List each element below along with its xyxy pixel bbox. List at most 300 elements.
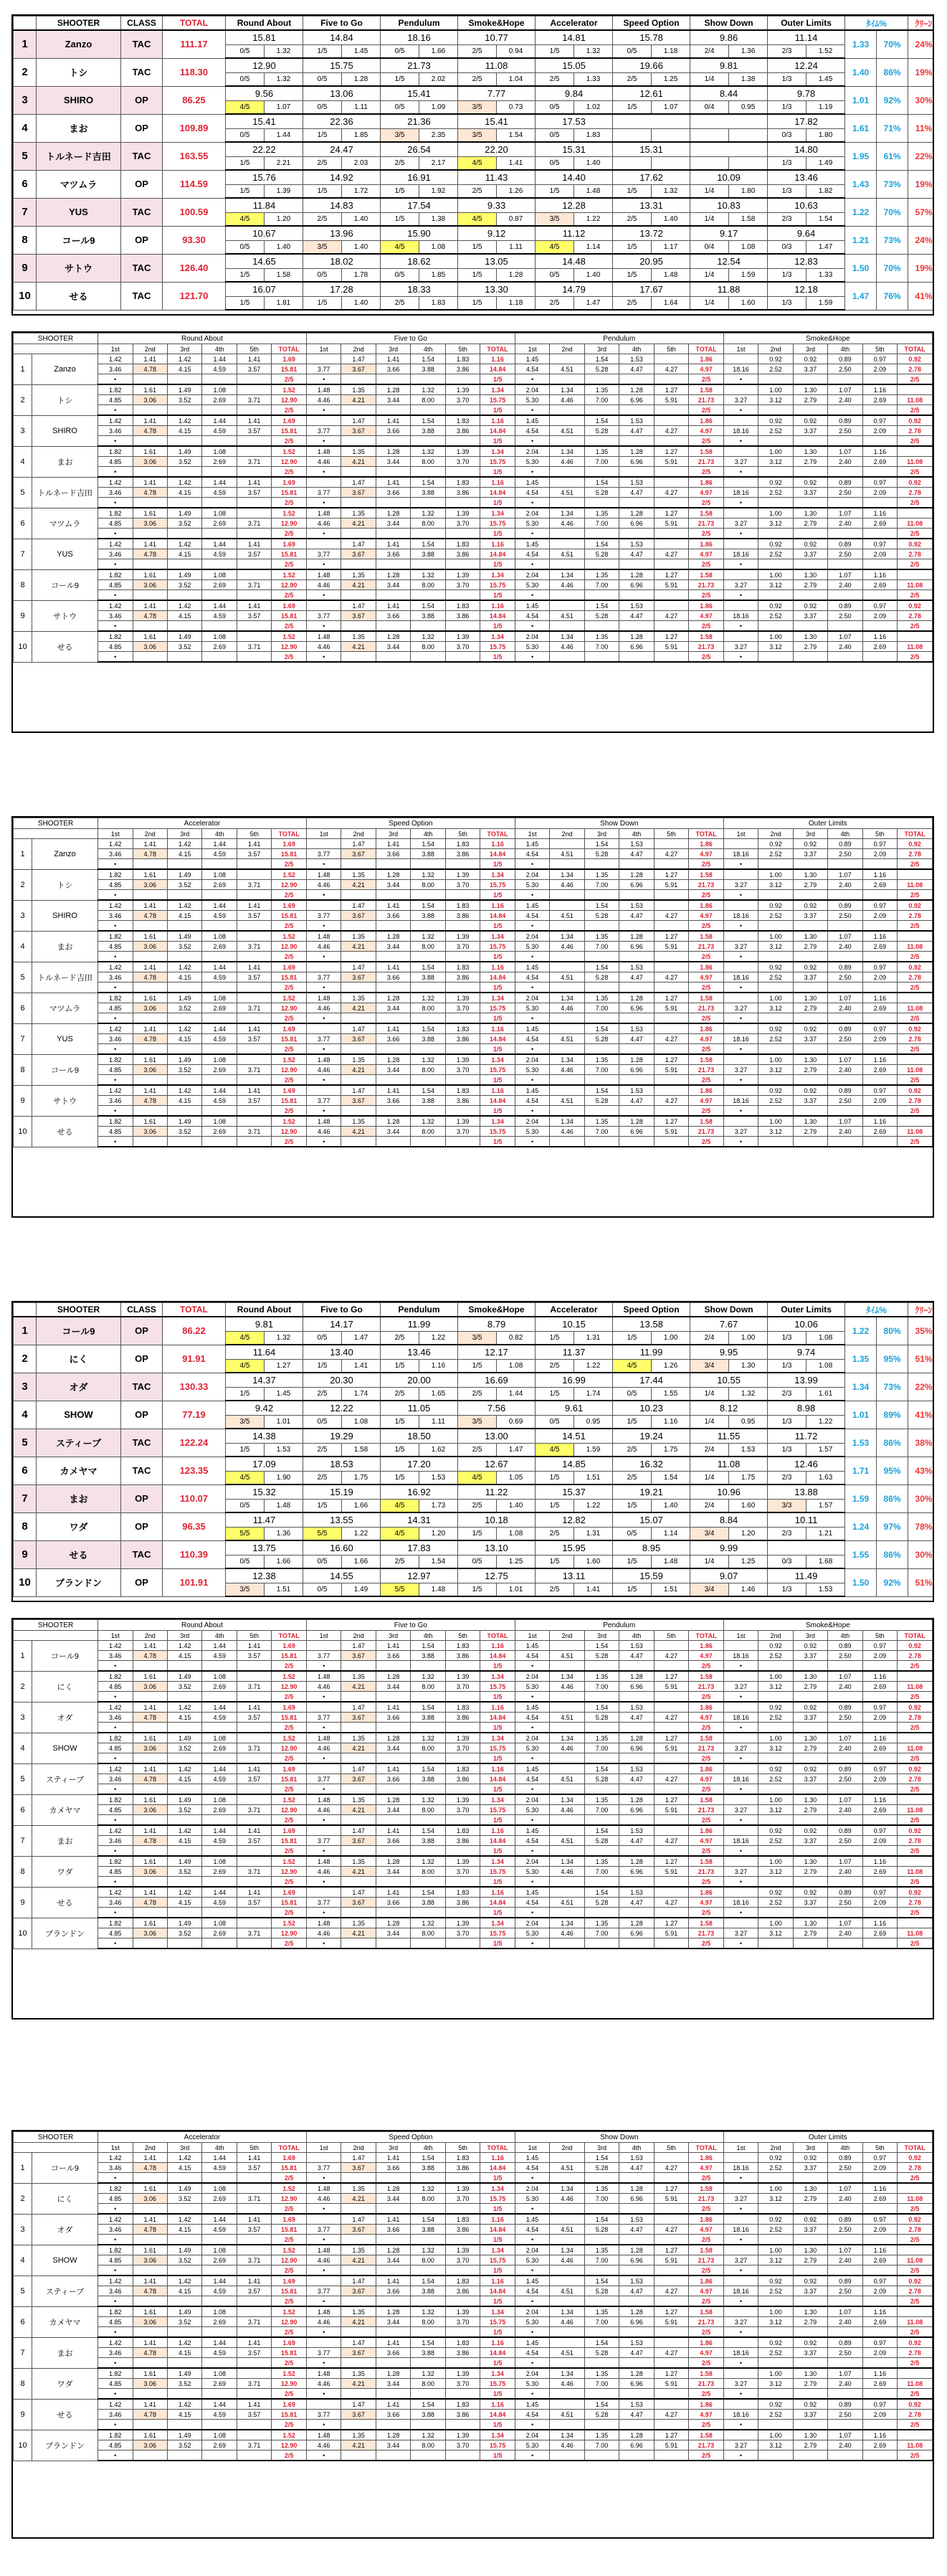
bonus-mark bbox=[862, 2296, 897, 2307]
string-time bbox=[237, 1856, 271, 1867]
bonus-mark bbox=[133, 2173, 167, 2184]
string-time: 0.97 bbox=[862, 1763, 897, 1774]
stage-time: 9.42 bbox=[226, 1401, 303, 1416]
bonus-mark bbox=[862, 652, 897, 663]
bonus-mark bbox=[654, 890, 688, 901]
hit-ratio-cell: 1.54 bbox=[806, 213, 845, 227]
string-time: 0.92 bbox=[898, 2399, 933, 2410]
hit-ratio-cell: 2/4 bbox=[690, 45, 729, 59]
bonus-mark bbox=[411, 1661, 445, 1672]
string-time: 1.45 bbox=[515, 2337, 549, 2348]
string-time bbox=[898, 2368, 933, 2379]
string-time: 3.88 bbox=[411, 611, 445, 621]
bonus-mark bbox=[445, 1815, 480, 1826]
string-time: 1.16 bbox=[480, 1763, 515, 1774]
stage-hit-ratio: 2/5 bbox=[898, 952, 933, 962]
string-time: 11.08 bbox=[898, 642, 933, 652]
bonus-mark bbox=[445, 1846, 480, 1857]
string-time: 1.52 bbox=[272, 1794, 306, 1805]
string-time: 1.82 bbox=[98, 1116, 133, 1127]
bonus-mark: • bbox=[98, 952, 133, 962]
bonus-mark bbox=[133, 1137, 167, 1147]
string-time bbox=[306, 539, 341, 549]
string-time: 3.71 bbox=[237, 1928, 271, 1938]
string-time: 4.78 bbox=[133, 1774, 167, 1784]
bonus-mark bbox=[758, 2327, 793, 2338]
detail-row bbox=[14, 549, 933, 559]
string-time: 1.41 bbox=[133, 1702, 167, 1713]
bonus-mark: • bbox=[306, 405, 341, 416]
shooter-name: コール9 bbox=[32, 569, 98, 600]
string-time: 3.06 bbox=[133, 1065, 167, 1075]
string-time: 3.27 bbox=[723, 942, 758, 952]
string-time: 1.08 bbox=[202, 1794, 237, 1805]
bonus-mark bbox=[828, 621, 862, 632]
string-time: 1.35 bbox=[341, 931, 376, 942]
string-time: 0.92 bbox=[898, 1887, 933, 1898]
bonus-mark bbox=[550, 1815, 584, 1826]
stage-hit-ratio: 1/5 bbox=[480, 1106, 515, 1117]
bonus-mark bbox=[619, 1784, 654, 1795]
bonus-mark bbox=[619, 1938, 654, 1949]
stage-hit-ratio: 1/5 bbox=[480, 2389, 515, 2400]
string-time: 5.30 bbox=[515, 1127, 549, 1137]
shooter-name: オダ bbox=[37, 1373, 121, 1401]
stage-hit-ratio: 2/5 bbox=[689, 2235, 723, 2245]
string-time: 2.04 bbox=[515, 1116, 549, 1127]
rank-cell: 7 bbox=[14, 2337, 32, 2368]
time-factor: 1.50 bbox=[845, 1568, 877, 1596]
hit-ratio-cell: 1/5 bbox=[613, 1500, 652, 1513]
string-time: 1.82 bbox=[98, 2245, 133, 2255]
string-time: 0.92 bbox=[758, 962, 793, 972]
string-time: 3.27 bbox=[723, 1743, 758, 1753]
string-time: 1.34 bbox=[480, 631, 515, 642]
stage-hit-ratio: 2/5 bbox=[689, 1815, 723, 1826]
bonus-mark: • bbox=[98, 890, 133, 901]
string-time: 1.08 bbox=[202, 1856, 237, 1867]
stage-time: 16.91 bbox=[381, 170, 458, 185]
string-time: 1.42 bbox=[98, 1023, 133, 1034]
string-time: 5.28 bbox=[584, 2286, 619, 2296]
string-time: 1.54 bbox=[584, 2276, 619, 2286]
string-time: 2.79 bbox=[793, 1867, 827, 1877]
string-time: 3.77 bbox=[306, 849, 341, 859]
string-time: 1.58 bbox=[689, 2306, 723, 2317]
string-time: 4.51 bbox=[550, 2163, 584, 2173]
hit-ratio-cell: 0/5 bbox=[613, 1528, 652, 1541]
string-time: 1.61 bbox=[133, 993, 167, 1003]
stage-time: 24.47 bbox=[303, 142, 381, 157]
string-time: 1.42 bbox=[98, 1763, 133, 1774]
string-time: 1.30 bbox=[793, 1116, 827, 1127]
string-time: 2.50 bbox=[828, 611, 862, 621]
summary-row bbox=[14, 30, 935, 45]
bonus-mark bbox=[619, 1044, 654, 1055]
string-time: 1.54 bbox=[411, 415, 445, 426]
bonus-mark bbox=[828, 1075, 862, 1086]
stage-time: 16.32 bbox=[613, 1457, 690, 1472]
hit-ratio-cell: 1.26 bbox=[652, 1360, 690, 1373]
string-time: 2.78 bbox=[898, 426, 933, 436]
blank-header bbox=[14, 1631, 98, 1641]
bonus-mark bbox=[619, 1815, 654, 1826]
hit-ratio-cell: 1.49 bbox=[806, 157, 845, 171]
bonus-mark bbox=[654, 590, 688, 601]
bonus-mark bbox=[376, 529, 410, 539]
string-time: 1.34 bbox=[550, 508, 584, 518]
bonus-mark bbox=[862, 559, 897, 570]
string-time: 1.42 bbox=[167, 1702, 201, 1713]
string-time: 1.34 bbox=[480, 1733, 515, 1743]
string-time: 3.67 bbox=[341, 1651, 376, 1661]
detail-row bbox=[14, 1938, 933, 1949]
bonus-mark bbox=[167, 1692, 201, 1703]
string-time: 5.28 bbox=[584, 1096, 619, 1106]
bonus-mark bbox=[619, 1908, 654, 1918]
bonus-mark bbox=[237, 590, 271, 601]
string-header: 2nd bbox=[133, 829, 167, 839]
string-time: 4.54 bbox=[515, 2225, 549, 2235]
bonus-mark bbox=[619, 590, 654, 601]
bonus-mark bbox=[619, 559, 654, 570]
bonus-mark bbox=[584, 621, 619, 632]
bonus-mark bbox=[584, 498, 619, 508]
stage-hit-ratio: 2/5 bbox=[272, 2450, 306, 2461]
string-time: 2.50 bbox=[828, 2410, 862, 2420]
string-time: 5.91 bbox=[654, 942, 688, 952]
string-time: 1.45 bbox=[515, 1085, 549, 1096]
string-time: 18.16 bbox=[723, 2286, 758, 2296]
stage-hit-ratio: 1/5 bbox=[480, 1877, 515, 1888]
string-time bbox=[723, 1763, 758, 1774]
string-time: 8.00 bbox=[411, 1928, 445, 1938]
detail-row bbox=[14, 2194, 933, 2204]
string-time bbox=[723, 1641, 758, 1651]
string-time: 4.54 bbox=[515, 1096, 549, 1106]
string-time: 1.83 bbox=[445, 2337, 480, 2348]
string-time: 1.42 bbox=[167, 539, 201, 549]
detail-row bbox=[14, 436, 933, 447]
bonus-mark bbox=[584, 982, 619, 993]
string-time: 0.97 bbox=[862, 2399, 897, 2410]
string-time: 1.07 bbox=[828, 2183, 862, 2194]
string-time bbox=[237, 993, 271, 1003]
string-time bbox=[550, 477, 584, 488]
string-time: 4.51 bbox=[550, 2225, 584, 2235]
stage-hit-ratio: 2/5 bbox=[898, 2327, 933, 2338]
shooter-name: YUS bbox=[37, 198, 121, 226]
string-time: 1.82 bbox=[98, 1054, 133, 1065]
bonus-mark: • bbox=[515, 1846, 549, 1857]
stage-time: 11.12 bbox=[536, 226, 613, 241]
hit-ratio-cell: 2/3 bbox=[768, 1388, 806, 1401]
stage-time: 15.41 bbox=[381, 86, 458, 101]
bonus-mark bbox=[411, 2204, 445, 2215]
string-time: 1.35 bbox=[341, 2306, 376, 2317]
string-time: 2.40 bbox=[828, 395, 862, 405]
string-time: 1.86 bbox=[689, 1641, 723, 1651]
bonus-mark bbox=[411, 952, 445, 962]
stage-time: 15.05 bbox=[536, 58, 613, 73]
bonus-mark bbox=[584, 652, 619, 663]
bonus-mark bbox=[758, 2420, 793, 2430]
bonus-mark bbox=[584, 2420, 619, 2430]
string-time: 3.57 bbox=[237, 2163, 271, 2173]
string-time: 2.04 bbox=[515, 384, 549, 395]
bonus-mark bbox=[758, 1846, 793, 1857]
string-time: 2.69 bbox=[862, 2379, 897, 2389]
string-time: 4.27 bbox=[654, 1096, 688, 1106]
string-time: 3.12 bbox=[758, 880, 793, 890]
string-time: 4.85 bbox=[98, 2194, 133, 2204]
hit-ratio-cell: 2.03 bbox=[342, 157, 381, 171]
hit-ratio-cell: 2/5 bbox=[303, 213, 342, 227]
string-time: 3.12 bbox=[758, 580, 793, 590]
bonus-mark bbox=[584, 467, 619, 478]
detail-row bbox=[14, 1825, 933, 1836]
string-time: 2.09 bbox=[862, 1713, 897, 1723]
string-time: 15.81 bbox=[272, 1034, 306, 1044]
hit-ratio-cell: 0.94 bbox=[497, 45, 536, 59]
shooter-name: SHOW bbox=[32, 1733, 98, 1763]
string-time: 3.12 bbox=[758, 1682, 793, 1692]
rank-cell: 7 bbox=[14, 1484, 37, 1512]
string-time: 1.42 bbox=[98, 1641, 133, 1651]
string-time: 1.34 bbox=[480, 2306, 515, 2317]
bonus-mark: • bbox=[515, 1908, 549, 1918]
string-time: 2.79 bbox=[793, 1682, 827, 1692]
string-time: 4.59 bbox=[202, 1898, 237, 1908]
string-time: 2.79 bbox=[793, 942, 827, 952]
hit-ratio-cell: 1.40 bbox=[265, 241, 303, 255]
stage-hit-ratio: 2/5 bbox=[689, 1075, 723, 1086]
stage-hit-ratio: 1/5 bbox=[480, 652, 515, 663]
string-time: 1.39 bbox=[445, 993, 480, 1003]
string-time: 0.97 bbox=[862, 2214, 897, 2225]
hit-ratio-cell: 1.33 bbox=[806, 269, 845, 283]
string-time: 1.00 bbox=[758, 446, 793, 457]
bonus-mark bbox=[376, 982, 410, 993]
bonus-mark bbox=[341, 590, 376, 601]
bonus-mark bbox=[619, 2265, 654, 2276]
bonus-mark bbox=[862, 1877, 897, 1888]
stage-hit-ratio: 2/5 bbox=[272, 2389, 306, 2400]
rank-cell: 6 bbox=[14, 1457, 37, 1484]
bonus-mark bbox=[167, 2296, 201, 2307]
bonus-mark bbox=[167, 2327, 201, 2338]
string-time: 1.53 bbox=[619, 1763, 654, 1774]
detail-row bbox=[14, 590, 933, 601]
detail-row bbox=[14, 1054, 933, 1065]
stage-time: 15.76 bbox=[226, 170, 303, 185]
string-time: 1.52 bbox=[272, 631, 306, 642]
string-time: 1.35 bbox=[584, 1054, 619, 1065]
bonus-mark: • bbox=[723, 1938, 758, 1949]
stage-hit-ratio: 2/5 bbox=[689, 529, 723, 539]
string-time: 2.79 bbox=[793, 2440, 827, 2450]
string-time: 5.91 bbox=[654, 395, 688, 405]
detail-row bbox=[14, 488, 933, 498]
string-time bbox=[723, 2276, 758, 2286]
hit-ratio-cell: 1.32 bbox=[574, 45, 613, 59]
string-time: 3.88 bbox=[411, 1651, 445, 1661]
string-time: 1.30 bbox=[793, 384, 827, 395]
bonus-mark: • bbox=[515, 1877, 549, 1888]
rank-cell: 4 bbox=[14, 446, 32, 477]
hit-ratio-cell: 0/5 bbox=[381, 45, 419, 59]
string-time: 1.69 bbox=[272, 900, 306, 911]
bonus-mark bbox=[376, 559, 410, 570]
string-time: 4.59 bbox=[202, 1096, 237, 1106]
string-time: 1.41 bbox=[133, 2153, 167, 2163]
string-time: 8.00 bbox=[411, 880, 445, 890]
bonus-mark bbox=[445, 1075, 480, 1086]
string-time: 3.66 bbox=[376, 849, 410, 859]
string-time: 1.28 bbox=[619, 2183, 654, 2194]
string-time: 1.32 bbox=[411, 1794, 445, 1805]
stage-hit-ratio: 2/5 bbox=[898, 559, 933, 570]
stage-header: Speed Option bbox=[306, 818, 515, 829]
string-time bbox=[898, 2245, 933, 2255]
string-time: 2.52 bbox=[758, 1836, 793, 1846]
hit-ratio-cell: 1.36 bbox=[265, 1528, 303, 1541]
detail-row bbox=[14, 1908, 933, 1918]
string-header: 5th bbox=[862, 2143, 897, 2153]
bonus-mark bbox=[133, 921, 167, 932]
string-time: 8.00 bbox=[411, 1805, 445, 1815]
summary-row bbox=[14, 1429, 935, 1444]
string-time: 4.27 bbox=[654, 2225, 688, 2235]
string-time: 1.41 bbox=[376, 2276, 410, 2286]
bonus-mark bbox=[133, 1013, 167, 1024]
bonus-mark bbox=[654, 2204, 688, 2215]
stage-hit-ratio: 1/5 bbox=[480, 1784, 515, 1795]
string-time: 1.00 bbox=[758, 1671, 793, 1682]
bonus-mark bbox=[550, 1661, 584, 1672]
time-pct-header: ﾀｲﾑ% bbox=[845, 16, 908, 31]
string-time: 1.52 bbox=[272, 1116, 306, 1127]
string-time: 2.09 bbox=[862, 2348, 897, 2358]
hit-ratio-cell: 1.22 bbox=[574, 213, 613, 227]
shooter-name: せる bbox=[37, 1540, 121, 1568]
string-time: 2.69 bbox=[862, 457, 897, 467]
stage-hit-ratio: 2/5 bbox=[689, 2327, 723, 2338]
rank-cell: 6 bbox=[14, 170, 37, 198]
string-time: 6.96 bbox=[619, 2379, 654, 2389]
stage-hit-ratio: 2/5 bbox=[898, 621, 933, 632]
string-time: 0.92 bbox=[793, 539, 827, 549]
time-percent: 86% bbox=[877, 58, 908, 86]
string-time: 0.92 bbox=[758, 1887, 793, 1898]
rank-cell: 5 bbox=[14, 962, 32, 993]
string-time: 7.00 bbox=[584, 457, 619, 467]
bonus-mark bbox=[862, 1723, 897, 1733]
bonus-mark bbox=[341, 2327, 376, 2338]
bonus-mark bbox=[445, 529, 480, 539]
string-time: 3.77 bbox=[306, 1651, 341, 1661]
string-time: 3.77 bbox=[306, 1096, 341, 1106]
stage-time: 15.37 bbox=[536, 1484, 613, 1500]
bonus-mark bbox=[237, 1908, 271, 1918]
hit-ratio-cell: 1.20 bbox=[419, 1528, 458, 1541]
bonus-mark bbox=[654, 529, 688, 539]
bonus-mark: • bbox=[723, 2296, 758, 2307]
bonus-mark bbox=[793, 1908, 827, 1918]
stage-hit-ratio: 2/5 bbox=[898, 1908, 933, 1918]
stage-time: 14.17 bbox=[303, 1317, 381, 1332]
string-time: 1.08 bbox=[202, 384, 237, 395]
bonus-mark bbox=[550, 2173, 584, 2184]
bonus-mark bbox=[341, 1692, 376, 1703]
string-time: 3.06 bbox=[133, 1743, 167, 1753]
string-time: 1.34 bbox=[480, 931, 515, 942]
bonus-mark bbox=[202, 1908, 237, 1918]
string-time: 5.30 bbox=[515, 1743, 549, 1753]
bonus-mark bbox=[793, 2358, 827, 2369]
rank-cell: 3 bbox=[14, 2214, 32, 2245]
bonus-mark bbox=[654, 1106, 688, 1117]
bonus-mark bbox=[862, 1137, 897, 1147]
bonus-mark bbox=[654, 2420, 688, 2430]
hit-ratio-cell: 2/3 bbox=[768, 45, 806, 59]
bonus-mark bbox=[758, 1815, 793, 1826]
string-time: 3.70 bbox=[445, 2194, 480, 2204]
stage-hit-ratio: 2/5 bbox=[272, 436, 306, 447]
string-time: 1.30 bbox=[793, 2306, 827, 2317]
stage-time: 12.38 bbox=[226, 1568, 303, 1583]
hit-ratio-cell: 1/5 bbox=[381, 1360, 419, 1373]
string-time: 2.50 bbox=[828, 2225, 862, 2235]
string-header: 3rd bbox=[584, 829, 619, 839]
stage-hit-ratio: 1/5 bbox=[480, 890, 515, 901]
string-time: 11.08 bbox=[898, 395, 933, 405]
time-factor: 1.22 bbox=[845, 1317, 877, 1345]
string-time: 5.91 bbox=[654, 518, 688, 529]
string-time: 1.16 bbox=[862, 869, 897, 880]
string-header: 5th bbox=[237, 344, 271, 354]
string-time: 1.42 bbox=[167, 2337, 201, 2348]
stage-hit-ratio: 2/5 bbox=[272, 1137, 306, 1147]
rank-cell: 5 bbox=[14, 2276, 32, 2306]
string-time: 4.27 bbox=[654, 1898, 688, 1908]
string-time: 1.32 bbox=[411, 2306, 445, 2317]
hit-ratio-cell: 1/4 bbox=[690, 1416, 729, 1429]
bonus-mark: • bbox=[306, 590, 341, 601]
rank-cell: 3 bbox=[14, 415, 32, 446]
hit-ratio-cell: 3/4 bbox=[690, 1528, 729, 1541]
string-time: 1.42 bbox=[98, 2214, 133, 2225]
hit-ratio-cell: 2/4 bbox=[690, 1332, 729, 1345]
string-time: 5.91 bbox=[654, 880, 688, 890]
shooter-name: ブランドン bbox=[32, 2430, 98, 2461]
bonus-mark bbox=[202, 405, 237, 416]
bonus-mark: • bbox=[723, 374, 758, 385]
stage-time: 15.31 bbox=[536, 142, 613, 157]
string-time: 0.97 bbox=[862, 600, 897, 611]
string-time: 4.46 bbox=[550, 2194, 584, 2204]
string-header: 3rd bbox=[376, 344, 410, 354]
string-time: 1.83 bbox=[445, 1085, 480, 1096]
detail-row bbox=[14, 2399, 933, 2410]
rank-cell: 2 bbox=[14, 869, 32, 900]
hit-ratio-cell: 2/5 bbox=[458, 73, 497, 87]
summary-row bbox=[14, 58, 935, 73]
hit-ratio-cell: 1.04 bbox=[497, 73, 536, 87]
clean-percent: 30% bbox=[908, 86, 934, 114]
bonus-mark: • bbox=[306, 2235, 341, 2245]
string-time: 4.78 bbox=[133, 2286, 167, 2296]
